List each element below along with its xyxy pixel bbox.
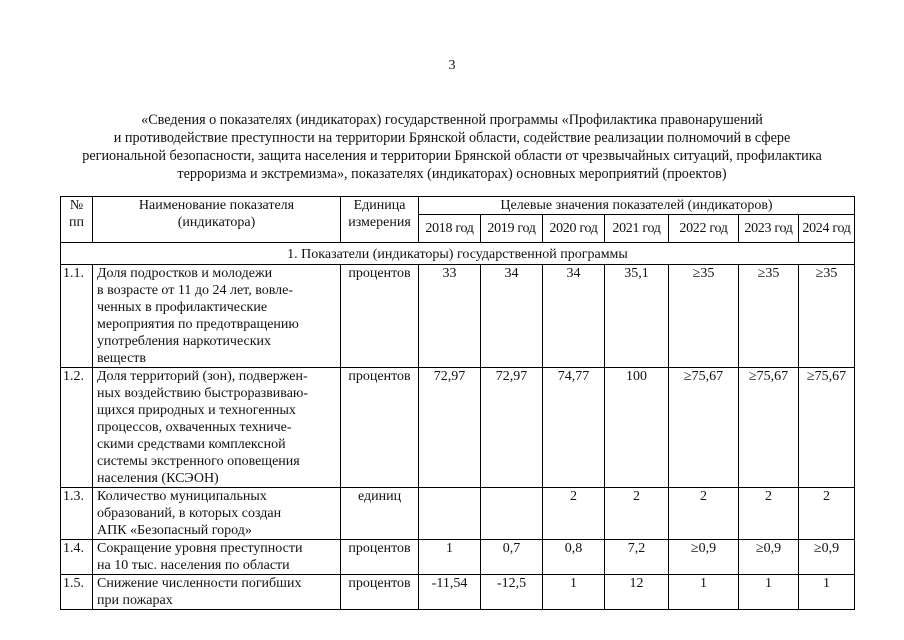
header-year: 2018 год [419,215,481,243]
indicator-name [93,488,341,540]
row-number: 1.3. [61,488,93,540]
value-2024: ≥75,67 [799,368,855,488]
table-row [61,265,855,368]
value-2020: 34 [543,265,605,368]
value-2023: ≥75,67 [739,368,799,488]
value-2022: 2 [669,488,739,540]
name-line: Количество муниципальных [97,489,267,504]
row-number: 1.2. [61,368,93,488]
header-num-line2: пп [69,215,84,230]
unit: процентов [341,368,419,488]
title-line: «Сведения о показателях (индикаторах) государственной программы «Профилактика правонарушений [141,112,763,128]
value-2019: 0,7 [481,540,543,575]
value-2024: ≥35 [799,265,855,368]
name-line: щихся природных и техногенных [97,403,296,418]
row-number: 1.1. [61,265,93,368]
header-year: 2019 год [481,215,543,243]
name-line: ных воздействию быстроразвиваю- [97,386,309,401]
unit: процентов [341,540,419,575]
header-year: 2020 год [543,215,605,243]
table-row [61,488,855,540]
name-line: при пожарах [97,593,173,608]
header-unit: Единица измерения [341,197,419,243]
name-line: веществ [97,351,147,366]
header-year: 2024 год [799,215,855,243]
value-2024: 1 [799,575,855,610]
value-2019 [481,488,543,540]
row-number: 1.5. [61,575,93,610]
name-line: населения (КСЭОН) [97,471,219,486]
unit: процентов [341,575,419,610]
name-line: Доля территорий (зон), подвержен- [97,369,308,384]
value-2018: 1 [419,540,481,575]
value-2018 [419,488,481,540]
value-2021: 7,2 [605,540,669,575]
document-title [50,111,854,183]
name-line: в возрасте от 11 до 24 лет, вовле- [97,283,294,298]
header-target-values: Целевые значения показателей (индикаторов) [419,197,855,215]
value-2023: ≥0,9 [739,540,799,575]
indicators-table [60,196,855,610]
value-2020: 2 [543,488,605,540]
value-2018: -11,54 [419,575,481,610]
name-line: АПК «Безопасный город» [97,523,252,538]
value-2022: ≥0,9 [669,540,739,575]
header-num-line1: № [69,198,84,213]
header-year: 2023 год [739,215,799,243]
section-header: 1. Показатели (индикаторы) государственной программы [61,243,855,265]
header-year: 2021 год [605,215,669,243]
row-number: 1.4. [61,540,93,575]
value-2021: 35,1 [605,265,669,368]
name-line: Снижение численности погибших [97,576,302,591]
header-indicator-name: Наименование показателя (индикатора) [93,197,341,243]
name-line: ченных в профилактические [97,300,268,315]
value-2024: 2 [799,488,855,540]
value-2020: 0,8 [543,540,605,575]
name-line: Доля подростков и молодежи [97,266,273,281]
value-2023: 1 [739,575,799,610]
name-line: системы экстренного оповещения [97,454,300,469]
name-line: Сокращение уровня преступности [97,541,303,556]
value-2023: 2 [739,488,799,540]
indicator-name [93,575,341,610]
table-row [61,368,855,488]
name-line: процессов, охваченных техниче- [97,420,292,435]
value-2022: ≥75,67 [669,368,739,488]
indicator-name [93,368,341,488]
indicator-name [93,540,341,575]
value-2021: 12 [605,575,669,610]
title-line: и противодействие преступности на территории Брянской области, содействие реализации полномочий в сфере [113,130,791,146]
value-2020: 1 [543,575,605,610]
name-line: употребления наркотических [97,334,272,349]
value-2021: 100 [605,368,669,488]
name-line: скими средствами комплексной [97,437,286,452]
value-2019: 72,97 [481,368,543,488]
value-2020: 74,77 [543,368,605,488]
value-2022: ≥35 [669,265,739,368]
name-line: на 10 тыс. населения по области [97,558,290,573]
indicator-name [93,265,341,368]
value-2018: 72,97 [419,368,481,488]
value-2019: 34 [481,265,543,368]
value-2019: -12,5 [481,575,543,610]
name-line: образований, в которых создан [97,506,282,521]
value-2023: ≥35 [739,265,799,368]
unit: единиц [341,488,419,540]
title-line: терроризма и экстремизма», показателях (индикаторах) основных мероприятий (проектов) [177,166,727,182]
title-line: региональной безопасности, защита населения и территории Брянской области от чрезвычайных ситуаций, профилактика [82,148,822,164]
header-num [61,197,93,243]
value-2018: 33 [419,265,481,368]
value-2021: 2 [605,488,669,540]
name-line: мероприятия по предотвращению [97,317,299,332]
page-number: 3 [448,58,456,73]
table-row [61,540,855,575]
header-year: 2022 год [669,215,739,243]
table-row [61,575,855,610]
value-2024: ≥0,9 [799,540,855,575]
unit: процентов [341,265,419,368]
value-2022: 1 [669,575,739,610]
